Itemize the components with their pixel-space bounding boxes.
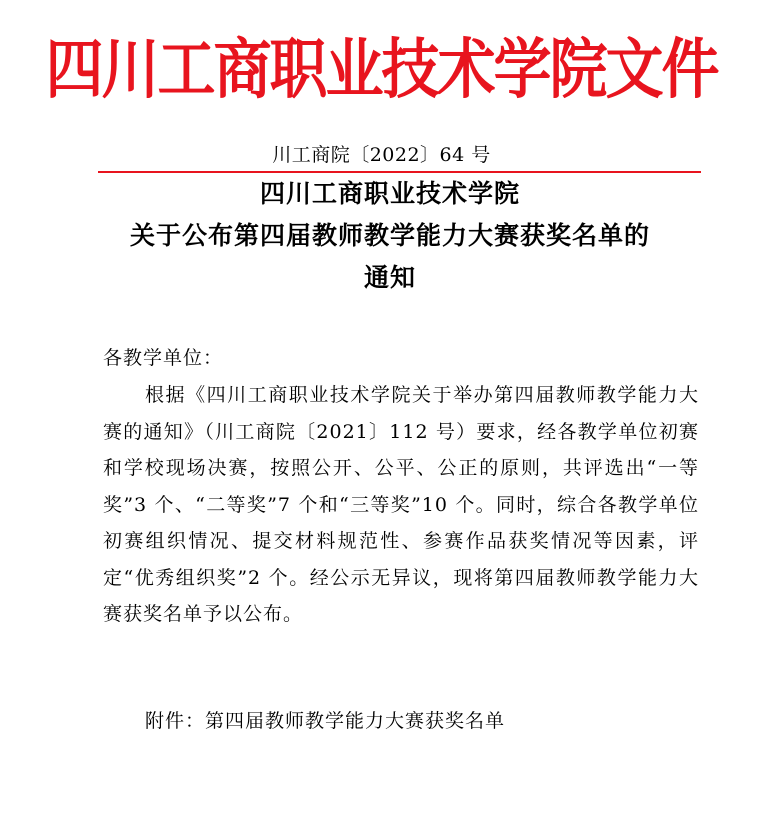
salutation: 各教学单位： (103, 347, 224, 369)
document-title-line-1: 四川工商职业技术学院 (259, 179, 520, 208)
red-divider-line (98, 171, 701, 173)
document-title-line-2: 关于公布第四届教师教学能力大赛获奖名单的 (129, 221, 650, 250)
attachment-note: 附件：第四届教师教学能力大赛获奖名单 (145, 710, 506, 732)
document-number: 川工商院〔2022〕64 号 (272, 144, 491, 166)
document-title-line-3: 通知 (363, 263, 416, 292)
body-paragraph: 根据《四川工商职业技术学院关于举办第四届教师教学能力大赛的通知》（川工商院〔2021〕112 号）要求，经各教学单位初赛和学校现场决赛，按照公开、公平、公正的原则，共评选出“一等奖”3 个、“二等奖”7 个和“三等奖”10 个。同时，综合各教学单位初赛组织情况、提交材料规范性、参赛作品获奖情况等因素，评定“优秀组织奖”2 个。经公示无异议，现将第四届教师教学能力大赛获奖名单予以公布。 (103, 384, 699, 625)
document-masthead: 四川工商职业技术学院文件 (45, 30, 718, 108)
